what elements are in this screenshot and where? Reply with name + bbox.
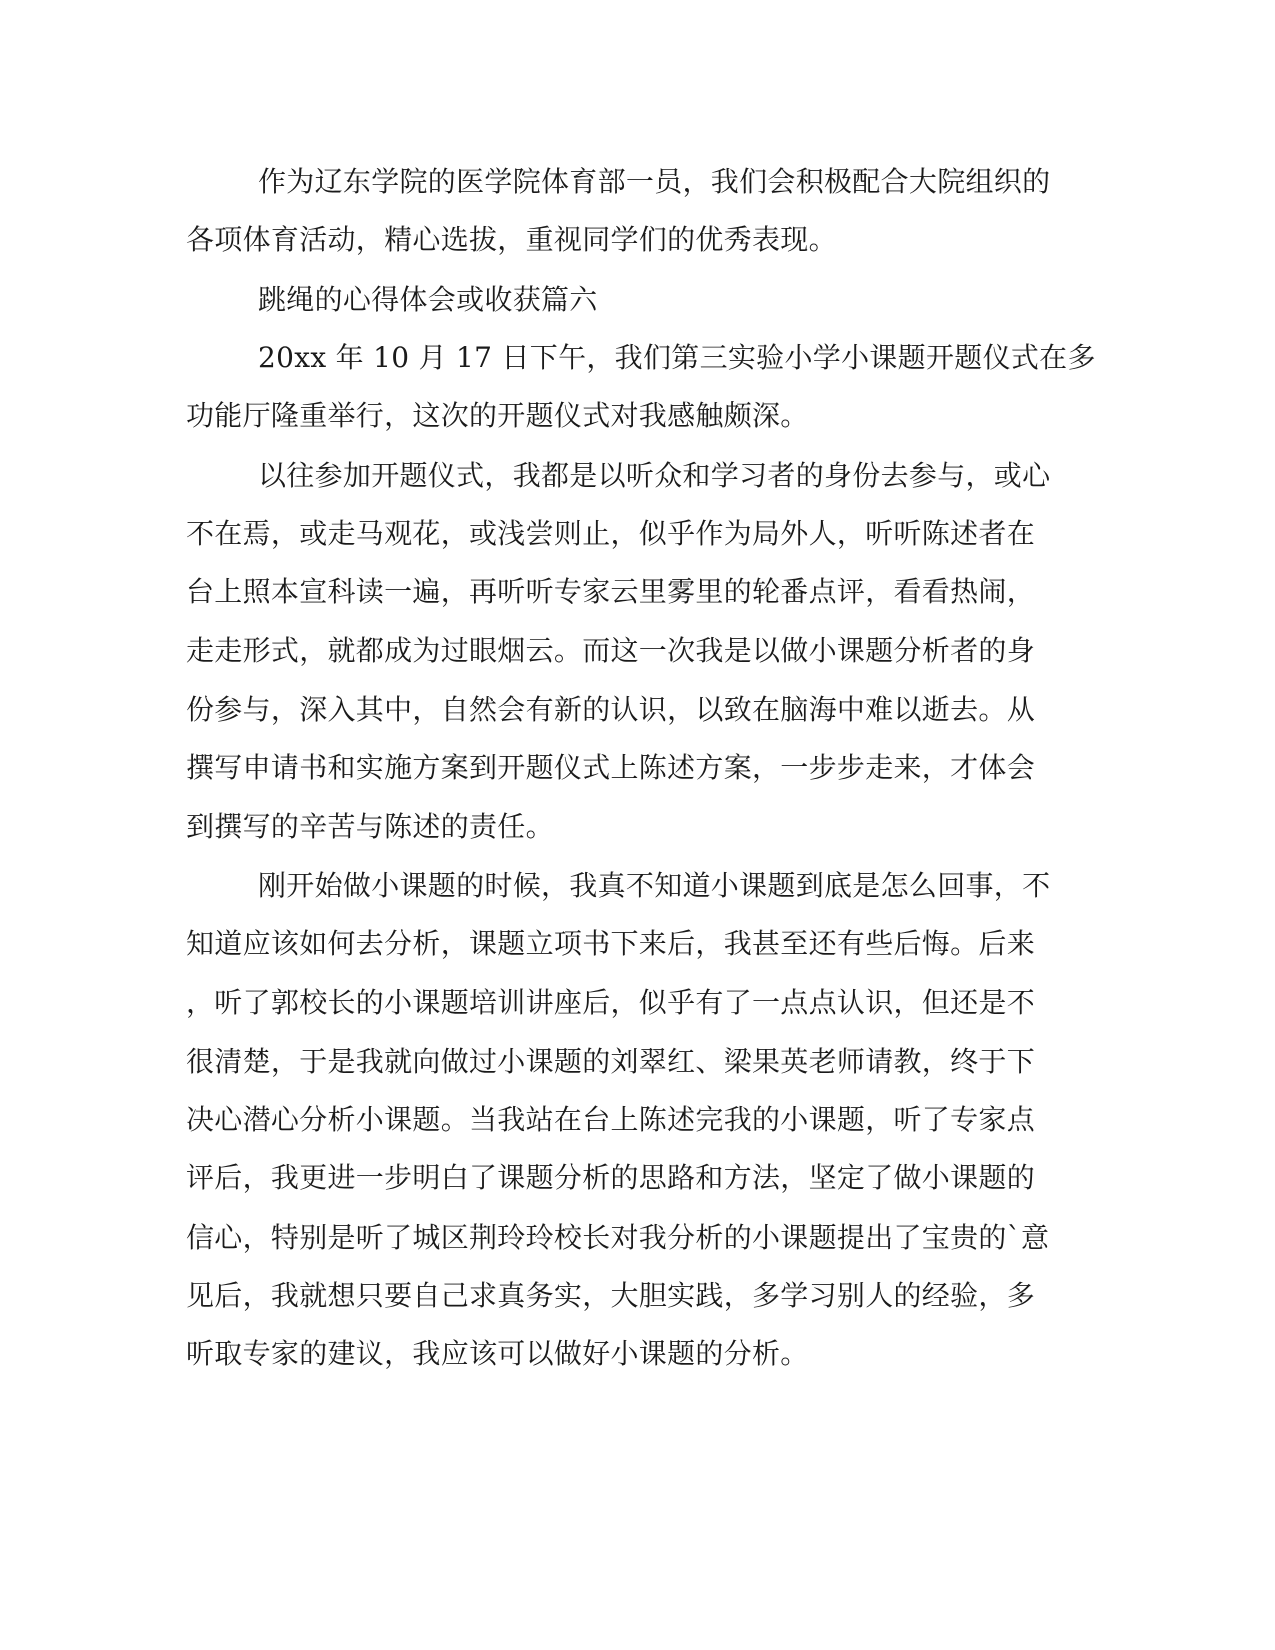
paragraph-4-line-4: 很清楚，于是我就向做过小课题的刘翠红、梁果英老师请教，终于下 — [186, 1045, 1036, 1078]
paragraph-4-line-7: 信心，特别是听了城区荆玲玲校长对我分析的小课题提出了宝贵的`意 — [186, 1221, 1050, 1254]
paragraph-4-line-9: 听取专家的建议，我应该可以做好小课题的分析。 — [186, 1337, 809, 1370]
paragraph-3-line-4: 走走形式，就都成为过眼烟云。而这一次我是以做小课题分析者的身 — [186, 634, 1036, 667]
paragraph-4-line-5: 决心潜心分析小课题。当我站在台上陈述完我的小课题，听了专家点 — [186, 1103, 1036, 1136]
paragraph-4-line-6: 评后，我更进一步明白了课题分析的思路和方法，坚定了做小课题的 — [186, 1161, 1036, 1194]
paragraph-4-line-1: 刚开始做小课题的时候，我真不知道小课题到底是怎么回事，不 — [258, 869, 1051, 902]
paragraph-3-line-6: 撰写申请书和实施方案到开题仪式上陈述方案，一步步走来，才体会 — [186, 751, 1036, 784]
section-heading: 跳绳的心得体会或收获篇六 — [258, 283, 598, 316]
paragraph-3-line-2: 不在焉，或走马观花，或浅尝则止，似乎作为局外人，听听陈述者在 — [186, 517, 1036, 550]
paragraph-1-line-1: 作为辽东学院的医学院体育部一员，我们会积极配合大院组织的 — [258, 165, 1051, 198]
paragraph-4-line-8: 见后，我就想只要自己求真务实，大胆实践，多学习别人的经验，多 — [186, 1279, 1036, 1312]
paragraph-4-line-2: 知道应该如何去分析，课题立项书下来后，我甚至还有些后悔。后来 — [186, 927, 1036, 960]
paragraph-3-line-3: 台上照本宣科读一遍，再听听专家云里雾里的轮番点评，看看热闹， — [186, 575, 1036, 608]
paragraph-2-line-1: 20xx 年 10 月 17 日下午，我们第三实验小学小课题开题仪式在多 — [258, 341, 1096, 374]
paragraph-4-line-3: ，听了郭校长的小课题培训讲座后，似乎有了一点点认识，但还是不 — [186, 986, 1036, 1019]
paragraph-1-line-2: 各项体育活动，精心选拔，重视同学们的优秀表现。 — [186, 223, 837, 256]
paragraph-3-line-5: 份参与，深入其中，自然会有新的认识，以致在脑海中难以逝去。从 — [186, 693, 1036, 726]
paragraph-3-line-7: 到撰写的辛苦与陈述的责任。 — [186, 810, 554, 843]
paragraph-2-line-2: 功能厅隆重举行，这次的开题仪式对我感触颇深。 — [186, 399, 809, 432]
paragraph-3-line-1: 以往参加开题仪式，我都是以听众和学习者的身份去参与，或心 — [258, 459, 1051, 492]
